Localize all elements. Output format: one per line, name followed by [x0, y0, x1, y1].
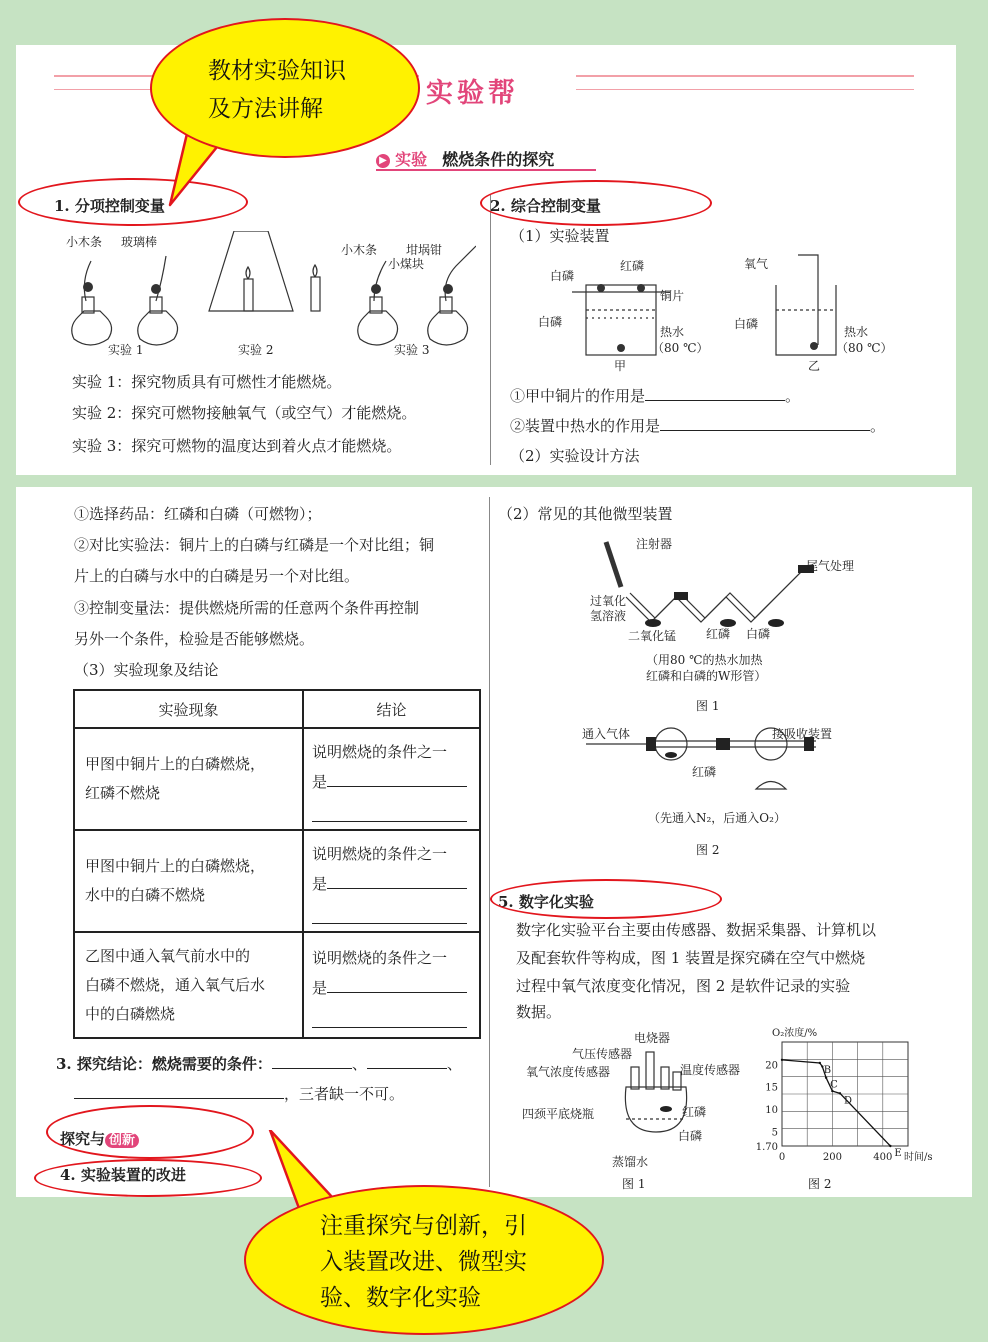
bulb-label-to-device: 接吸收装置 [772, 727, 833, 741]
w-label-tail-gas: 尾气处理 [806, 559, 855, 573]
phenomenon-line: 甲图中铜片上的白磷燃烧， [85, 857, 266, 875]
x-tick-label: 400 [873, 1152, 893, 1163]
phenomenon-line: 乙图中通入氧气前水中的 [85, 946, 251, 965]
section2-sub1: （1）实验装置 [510, 227, 610, 245]
jia-hot-water: 热水 [660, 325, 685, 339]
w-label-syringe: 注射器 [636, 537, 673, 551]
label-tongs: 坩埚钳 [406, 243, 443, 257]
textbook-page-bottom [16, 487, 972, 1197]
jia-copper: 铜片 [660, 289, 685, 303]
highlight-oval-section4 [34, 1159, 262, 1197]
bulb-note: （先通入N₂，后通入O₂） [648, 811, 786, 825]
yi-oxygen: 氧气 [744, 257, 769, 271]
conclusion-line: 是 [312, 772, 328, 791]
section2-heading: 2. 综合控制变量 [490, 197, 601, 215]
y-tick-label: 15 [765, 1082, 778, 1094]
conclusion-sep: 、 [446, 1055, 462, 1073]
innovation-heading-text: 探究与 [60, 1130, 106, 1148]
o2-series-line [782, 1060, 890, 1146]
label-stick-left: 小木条 [66, 235, 103, 249]
y-axis-label: O₂浓度/% [772, 1028, 818, 1039]
w-label-h2o2b: 氢溶液 [590, 609, 627, 623]
phenomena-table [73, 689, 481, 1039]
digital-text-line2: 及配套软件等构成，图 1 装置是探究磷在空气中燃烧 [516, 949, 866, 967]
design-point3-line2: 另外一个条件，检验是否能够燃烧。 [74, 630, 315, 648]
point-label: C [830, 1079, 838, 1091]
innovation-badge: 创新 [105, 1133, 139, 1148]
phenomenon-cell [74, 830, 303, 932]
question-hot-water-text: ②装置中热水的作用是 [510, 417, 661, 435]
yi-temp: （80 ℃） [836, 341, 893, 355]
conclusion-line: 说明燃烧的条件之一 [312, 742, 448, 761]
answer-blank[interactable] [327, 978, 467, 993]
o2-chart [736, 1024, 936, 1174]
table-header-conclusion: 结论 [303, 690, 480, 728]
answer-blank[interactable] [327, 874, 467, 889]
flask-red-p: 红磷 [682, 1105, 707, 1119]
conclusion-sep: 、 [351, 1055, 367, 1073]
phenomenon-cell [74, 728, 303, 830]
y-tick-label: 20 [765, 1060, 778, 1072]
jia-white-p-bottom: 白磷 [538, 315, 563, 329]
answer-blank-extra[interactable] [312, 1003, 467, 1028]
callout-bottom-line1: 注重探究与创新，引 [320, 1213, 527, 1239]
jia-red-p: 红磷 [620, 259, 645, 273]
label-glass-rod: 玻璃棒 [121, 235, 158, 249]
callout-bottom-line2: 入装置改进、微型实 [320, 1249, 527, 1275]
phenomenon-line: 红磷不燃烧 [85, 784, 161, 802]
design-point2-line1: ②对比实验法：铜片上的白磷与红磷是一个对比组；铜 [74, 536, 435, 554]
inquiry-conclusion-line2 [74, 1083, 404, 1105]
exp1-description: 实验 1：探究物质具有可燃性才能燃烧。 [72, 373, 342, 391]
data-point [839, 1092, 841, 1094]
exp3-description: 实验 3：探究可燃物的温度达到着火点才能燃烧。 [72, 437, 402, 455]
callout-bottom-line3: 验、数字化实验 [320, 1285, 481, 1311]
o2-fig-caption: 图 2 [808, 1177, 832, 1191]
design-point1: ①选择药品：红磷和白磷（可燃物）； [74, 505, 322, 523]
w-label-h2o2: 过氧化 [590, 594, 627, 608]
conclusion-line: 是 [312, 978, 328, 997]
data-point [889, 1145, 891, 1147]
digital-text-line1: 数字化实验平台主要由传感器、数据采集器、计算机以 [516, 921, 877, 939]
question-copper [510, 385, 800, 407]
phenomenon-line: 水中的白磷不燃烧 [85, 886, 206, 904]
table-header-row [74, 690, 480, 728]
jia-caption: 甲 [614, 359, 627, 373]
question-copper-end: 。 [785, 387, 801, 405]
w-label-red-p: 红磷 [706, 627, 731, 641]
digital-text-line4: 数据。 [516, 1003, 562, 1021]
phenomenon-line: 白磷不燃烧，通入氧气后水 [85, 975, 266, 994]
answer-blank-condition2[interactable] [367, 1054, 447, 1069]
y-tick-label: 10 [765, 1104, 778, 1116]
page-title: 实验帮 [426, 78, 519, 109]
w-note-line1: （用80 ℃的热水加热 [646, 653, 763, 667]
data-point [781, 1059, 783, 1061]
yi-hot-water: 热水 [844, 325, 869, 339]
flask-water: 蒸馏水 [612, 1155, 649, 1169]
y-tick-label: 5 [771, 1127, 778, 1139]
point-label: E [894, 1148, 902, 1159]
x-tick-label: 200 [822, 1152, 842, 1163]
flask-fig-caption: 图 1 [622, 1177, 646, 1191]
callout-bubble-bottom [244, 1185, 604, 1335]
conclusion-line: 说明燃烧的条件之一 [312, 948, 448, 967]
x-axis-label: 时间/s [904, 1152, 933, 1163]
data-point [819, 1062, 821, 1064]
column-divider-top [490, 195, 491, 465]
yi-white-p: 白磷 [734, 317, 759, 331]
flask-o2sensor: 氧气浓度传感器 [526, 1065, 611, 1079]
callout-bubble-top [150, 18, 420, 158]
flask-pressure: 气压传感器 [572, 1047, 633, 1061]
bulb-fig-caption: 图 2 [696, 843, 720, 857]
yi-caption: 乙 [808, 359, 821, 373]
arrow-icon: ▶ [376, 154, 390, 168]
table-row [74, 830, 480, 932]
flask-ignitor: 电烧器 [634, 1031, 671, 1045]
section4-heading: 4. 实验装置的改进 [60, 1166, 186, 1184]
flask-flask: 四颈平底烧瓶 [522, 1107, 595, 1121]
conclusion-line: 说明燃烧的条件之一 [312, 844, 448, 863]
highlight-oval-section2 [480, 180, 712, 226]
point-label: D [843, 1095, 852, 1107]
question-copper-text: ①甲中铜片的作用是 [510, 387, 646, 405]
highlight-oval-innovation [46, 1105, 254, 1159]
bulb-label-gas-in: 通入气体 [582, 727, 631, 741]
answer-blank-condition1[interactable] [272, 1054, 352, 1069]
w-note-line2: 红磷和白磷的W形管） [646, 669, 767, 683]
answer-blank-copper[interactable] [645, 386, 785, 401]
inquiry-conclusion [56, 1053, 462, 1075]
experiment-tag: 实验 [395, 150, 428, 169]
callout-top-line1: 教材实验知识 [208, 58, 346, 84]
table-header-phenomenon: 实验现象 [74, 690, 303, 728]
callout-top-line2: 及方法讲解 [208, 96, 323, 122]
answer-blank-hot-water[interactable] [660, 416, 870, 431]
answer-blank-extra[interactable] [312, 899, 467, 924]
caption-exp1: 实验 1 [108, 343, 144, 357]
conclusion-cell [303, 728, 480, 830]
y-tick-label: 1.70 [755, 1142, 778, 1153]
x-tick-label: 0 [778, 1152, 786, 1163]
phenomenon-line: 甲图中铜片上的白磷燃烧， [85, 755, 266, 773]
section1-heading: 1. 分项控制变量 [54, 197, 165, 215]
bulb-label-red-p: 红磷 [692, 765, 717, 779]
exp2-description: 实验 2：探究可燃物接触氧气（或空气）才能燃烧。 [72, 404, 417, 422]
conclusion-label: 3. 探究结论：燃烧需要的条件： [56, 1055, 272, 1073]
design-point3-line1: ③控制变量法：提供燃烧所需的任意两个条件再控制 [74, 599, 420, 617]
question-hot-water-end: 。 [870, 417, 886, 435]
digital-heading: 5. 数字化实验 [498, 893, 594, 911]
caption-exp2: 实验 2 [238, 343, 274, 357]
conclusion-end: ，三者缺一不可。 [284, 1085, 405, 1103]
flask-white-p: 白磷 [678, 1129, 703, 1143]
flask-temp: 温度传感器 [680, 1063, 741, 1077]
phenomenon-cell [74, 932, 303, 1038]
digital-text-line3: 过程中氧气浓度变化情况，图 2 是软件记录的实验 [516, 977, 851, 995]
table-row [74, 728, 480, 830]
phenomenon-line: 中的白磷燃烧 [85, 1004, 176, 1023]
design-sub3: （3）实验现象及结论 [74, 661, 219, 679]
header-rule-right [576, 75, 914, 90]
highlight-oval-digital [490, 879, 722, 919]
experiment-title-bar [376, 147, 596, 171]
design-point2-line2: 片上的白磷与水中的白磷是另一个对比组。 [74, 567, 360, 585]
w-label-white-p: 白磷 [746, 627, 771, 641]
conclusion-line: 是 [312, 874, 328, 893]
section2-sub2: （2）实验设计方法 [510, 447, 640, 465]
data-point [825, 1077, 827, 1079]
table-row [74, 932, 480, 1038]
label-coal: 小煤块 [388, 257, 425, 271]
point-label: B [823, 1064, 832, 1076]
jia-temp: （80 ℃） [652, 341, 709, 355]
answer-blank[interactable] [327, 772, 467, 787]
conclusion-cell [303, 932, 480, 1038]
caption-exp3: 实验 3 [394, 343, 430, 357]
o2-chart-svg [736, 1024, 936, 1174]
micro-heading: （2）常见的其他微型装置 [498, 505, 673, 523]
experiment-title: 燃烧条件的探究 [442, 150, 555, 169]
question-hot-water [510, 415, 885, 437]
answer-blank-extra[interactable] [312, 797, 467, 822]
w-fig-caption: 图 1 [696, 699, 720, 713]
w-label-mno2: 二氧化锰 [628, 629, 677, 643]
jia-white-p-top: 白磷 [550, 269, 575, 283]
answer-blank-condition3[interactable] [74, 1084, 284, 1099]
column-divider-bottom [489, 497, 490, 1187]
conclusion-cell [303, 830, 480, 932]
label-stick-right: 小木条 [341, 243, 378, 257]
